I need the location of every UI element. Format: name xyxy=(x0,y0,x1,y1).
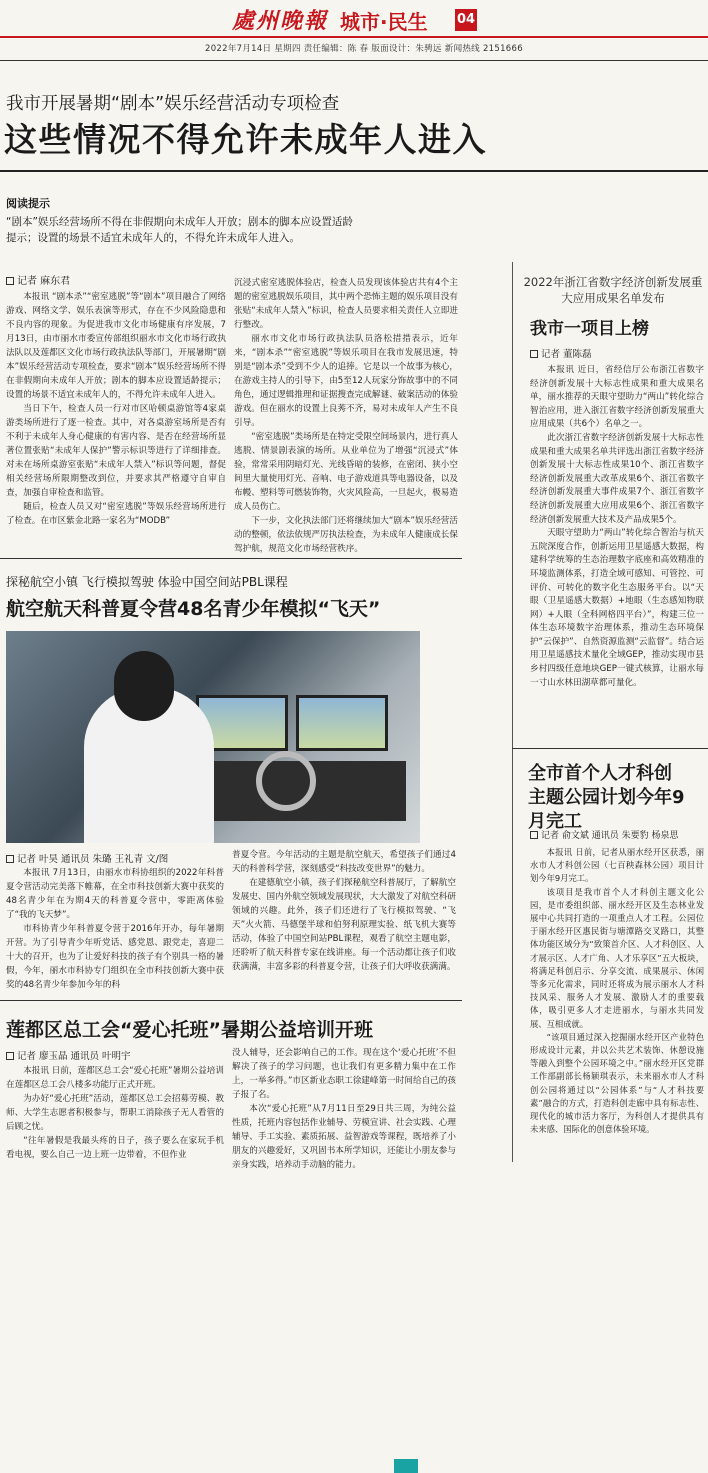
flight-simulator-photo xyxy=(6,631,420,843)
park-headline: 全市首个人才科创主题公园计划今年9月完工 xyxy=(528,763,685,832)
byline-text: 记者 麻东君 xyxy=(17,276,71,287)
divider xyxy=(0,1000,462,1001)
newspaper-logo: 處州晚報 xyxy=(232,8,329,34)
aviation-caption xyxy=(6,851,168,865)
lead-column-1 xyxy=(6,290,226,552)
lead-headline: 这些情况不得允许未成年人进入 xyxy=(4,120,487,159)
divider xyxy=(0,60,708,61)
paragraph: 随后，检查人员又对“密室逃脱”等娱乐经营场所进行了检查。在市区紫金北路一家名为“MODB” xyxy=(6,502,226,526)
byline-text: 记者 俞文斌 通讯员 朱要豹 杨泉思 xyxy=(541,831,679,841)
reading-tip-text: “剧本”娱乐经营场所不得在非假期向未成年人开放；剧本的脚本应设置适龄提示；设置的场景不适宜未成年人的，不得允许未成年人进入。 xyxy=(6,216,353,244)
paragraph: 本报讯 日前，莲都区总工会“爱心托班”暑期公益培训在莲都区总工会八楼多功能厅正式开班。 xyxy=(6,1066,224,1090)
page-number: 04 xyxy=(455,9,477,31)
union-headline: 莲都区总工会“爱心托班”暑期公益培训开班 xyxy=(6,1019,373,1041)
paragraph: 丽水市文化市场行政执法队员洛松措措表示，近年来，“剧本杀”“密室逃脱”等娱乐项目在我市发展迅速，特别是“剧本杀”受到不少人的追捧。它是以一个故事为核心，在游戏主持人的引导下，由5至12人玩家分饰故事中的不同角色，通过逻辑推理和证据搜查完成解谜、破案活动的体验游戏。但在丽水的设置上良莠不齐，易对未成年人产生不良引导。 xyxy=(234,334,458,428)
paragraph: 在建德航空小镇，孩子们探秘航空科普展厅，了解航空发展史、国内外航空领域发展现状，大大激发了对航空科研领域的兴趣。此外，孩子们还进行了飞行模拟驾驶、“飞天”火火箭、马德堡半球和伯努利原理实验、纸飞机大赛等活动，体验了中国空间站PBL课程，观看了航空主题电影，还聆听了航天科普专家在线讲座。每一个活动都让孩子们收获满满，丰富多彩的科普夏令营，让孩子们大呼收获满满。 xyxy=(232,878,456,972)
digital-headline: 我市一项目上榜 xyxy=(530,319,649,339)
square-icon xyxy=(6,277,14,285)
paragraph: 该项目是我市首个人才科创主题文化公园，是市委组织部、丽水经开区及生态林业发展中心共同打造的一项重点人才工程。公园位于丽水经开区惠民街与塘潭路交叉路口，其整体功能区域分为“致策首介区、人才科创区、人才展示区、人才广角、人才乐享区”五大板块，将满足科创启示、分享交流、成果展示、休闲等多元化需求，同时还将成为展示丽水人才科技风采、服务人才发展、激励人才的重要载体，吸引更多人才走进丽水，与丽水共同发展、互相成就。 xyxy=(530,886,704,1029)
section-title: 城市·民生 xyxy=(340,10,428,34)
yoke-icon xyxy=(256,751,316,811)
reading-tip-title: 阅读提示 xyxy=(6,197,50,210)
paragraph: 本报讯 近日，省经信厅公布浙江省数字经济创新发展十大标志性成果和重大成果名单，丽水推荐的天眼守望助力“两山”转化综合智治应用，进入浙江省数字经济创新发展重大应用成果（共6个）名单之一。 xyxy=(530,365,704,430)
square-icon xyxy=(6,855,14,863)
caption-text: 记者 叶昊 通讯员 朱璐 王礼青 文/图 xyxy=(17,854,169,865)
digital-kicker: 2022年浙江省数字经济创新发展重大应用成果名单发布 xyxy=(523,275,703,305)
paragraph: 天眼守望助力“两山”转化综合智治与杭天五院深度合作，创新运用卫星遥感大数据，构建科学统筹的生态治理数字底座和高效精准的环境监测体系，打造全域可感知、可管控、可评价、可转化的数字化生态服务平台。以“天眼（卫星遥感大数据）+地眼（生态感知物联网）+人眼（全科网格四平台）”，构建三位一体生态环境数字治理体系，推动生态环境保护“云保护”、自然资源监测“云监督”。结合运用卫星遥感技术量化全域GEP，推动实现市县乡村四级任意地块GEP一键式核算，让丽水每一寸山水林田湖草都可量化。 xyxy=(530,528,704,688)
paragraph: 本报讯 “剧本杀”“密室逃脱”等“剧本”项目融合了网络游戏、网络文学、娱乐表演等形式，存在不少风险隐患和不良内容的现象。为促进我市文化市场健康有序发展，7月13日，由市丽水市委宣传部组织丽水市文化市场行政执法队以及莲都区文化市场行政执法队等部门，开展暑期“剧本”娱乐经营活动专项检查，要求“剧本”娱乐经营场所不得在非假期向未成年人开放；剧本的脚本应设置适龄提示；设置的场景不适宜未成年人的，不得允许未成年人进入。 xyxy=(6,292,226,400)
lead-byline xyxy=(6,272,70,287)
simulator-screen xyxy=(296,695,388,751)
park-byline xyxy=(530,828,678,841)
paragraph: 普夏令营。今年活动的主题是航空航天，希望孩子们通过4天的科普科学营，深刻感受“科技改变世界”的魅力。 xyxy=(232,850,456,874)
masthead-rule xyxy=(0,36,708,38)
photo-stamp xyxy=(394,1459,418,1473)
lead-column-2 xyxy=(234,276,458,552)
aviation-kicker: 探秘航空小镇 飞行模拟驾驶 体验中国空间站PBL课程 xyxy=(6,575,288,589)
paragraph: “密室逃脱”类场所是在特定受限空间场景内，进行真人逃脱、情景剧表演的场所。从业单位为了增强“沉浸式”体验，常常采用阴暗灯光、光线昏暗的装修，在密闭、狭小空间里大量使用灯光、音响、电子游戏道具等电器设备，以及布幔、塑料等可燃装饰物，火灾风险高，一旦起火，极易造成人员伤亡。 xyxy=(234,432,458,512)
union-column-2 xyxy=(232,1046,456,1170)
divider xyxy=(0,558,462,559)
lead-kicker: 我市开展暑期“剧本”娱乐经营活动专项检查 xyxy=(6,94,340,114)
aviation-column-1 xyxy=(6,866,224,990)
byline-text: 记者 董陈磊 xyxy=(541,349,592,360)
byline-text: 记者 廖玉晶 通讯员 叶明宇 xyxy=(17,1051,131,1062)
paragraph: 沉浸式密室逃脱体验店，检查人员发现该体验店共有4个主题的密室逃脱娱乐项目，其中两个恐怖主题的娱乐项目没有张贴“未成年人禁入”标识，检查人员要求相关责任人立即进行整改。 xyxy=(234,278,458,330)
divider xyxy=(512,748,708,749)
paragraph: 市科协青少年科普夏令营于2016年开办，每年暑期开营。为了引导青少年听党话、感党恩、跟党走，喜迎二十大的召开，也为了让爱好科技的孩子有个别具一格的暑假，今年，丽水市科协专门组织在全市科技创新大赛中获奖的48名青少年参加今年的科 xyxy=(6,924,224,990)
paragraph: 本次“爱心托班”从7月11日至29日共三周，为纯公益性质，托班内容包括作业辅导、劳模宣讲、社会实践、心理辅导、手工实验、素质拓展、益智游戏等课程，既培养了小朋友的兴趣爱好，又巩固书本所学知识，还能让小朋友参与亲身实践，培养动手动脑的能力。 xyxy=(232,1104,456,1170)
paragraph: “往年暑假是我最头疼的日子，孩子要么在家玩手机看电视，要么自己一边上班一边带着，不但作业 xyxy=(6,1136,224,1160)
union-byline xyxy=(6,1048,131,1062)
paragraph: “该项目通过深入挖掘丽水经开区产业特色形成设计元素，并以公共艺术装饰、休憩设施等融入到整个公园环境之中。”丽水经开区党群工作部副部长杨颖琪表示，未来丽水市人才科创公园将通过以“公园体系”与“人才科技要素”融合的方式，打造科创走廊中具有标志性、现代化的城市活力客厅，为科创人才提供具有未来感、国际化的创意体验环境。 xyxy=(530,1031,704,1135)
union-column-1 xyxy=(6,1064,224,1160)
square-icon xyxy=(6,1052,14,1060)
digital-byline xyxy=(530,346,592,360)
paragraph: 为办好“爱心托班”活动，莲都区总工会招募劳模、教师、大学生志愿者积极参与，帮职工消除孩子无人看管的后顾之忧。 xyxy=(6,1094,224,1132)
park-body xyxy=(530,846,704,1158)
paragraph: 此次浙江省数字经济创新发展十大标志性成果和重大成果名单共评选出浙江省数字经济创新发展十大标志性成果10个、浙江省数字经济创新发展重大改革成果6个、浙江省数字经济创新发展重大事件成果7个、浙江省数字经济创新发展重大应用成果6个、浙江省数字经济创新发展重大技术及产品成果5个。 xyxy=(530,432,704,525)
square-icon xyxy=(530,350,538,358)
aviation-headline: 航空航天科普夏令营48名青少年模拟“飞天” xyxy=(6,598,381,620)
square-icon xyxy=(530,831,538,839)
divider xyxy=(0,170,708,172)
digital-body xyxy=(530,364,704,728)
aviation-column-2 xyxy=(232,848,456,986)
masthead-info: 2022年7月14日 星期四 责任编辑：陈 春 版面设计：朱骋远 新闻热线 2151666 xyxy=(205,44,523,54)
student-head xyxy=(114,651,174,721)
paragraph: 本报讯 日前，记者从丽水经开区获悉，丽水市人才科创公园（七百秧森林公园）项目计划今年9月完工。 xyxy=(530,847,704,884)
paragraph: 没人辅导，还会影响自己的工作。现在这个‘爱心托班’不但解决了孩子的学习问题，也让我们有更多精力集中在工作上，一举多得。”市区新业态职工徐建峰第一时间给自己的孩子报了名。 xyxy=(232,1048,456,1100)
paragraph: 当日下午，检查人员一行对市区哈顿桌游馆等4家桌游类场所进行了逐一检查。其中，对各桌游室场所是否有不利于未成年人身心健康的有害内容、是否在经营场所显著位置张贴“未成年人保护”警示标识等进行了详细排查。对未在场所桌游室张贴“未成年人禁入”标识等问题，督促相关经营场所限期整改到位，并要求其严格遵守自审自查，加强自审检查和监管。 xyxy=(6,404,226,498)
paragraph: 下一步，文化执法部门还将继续加大“剧本”娱乐经营活动的整顿，依法依规严厉执法检查，为未成年人健康成长保驾护航，规范文化市场经营秩序。 xyxy=(234,516,458,554)
paragraph: 本报讯 7月13日，由丽水市科协组织的2022年科普夏令营活动完美落下帷幕，在全市科技创新大赛中获奖的48名青少年在为期4天的科普夏令营中，零距离体验了“我的飞天梦”。 xyxy=(6,868,224,920)
column-divider xyxy=(512,262,513,1162)
